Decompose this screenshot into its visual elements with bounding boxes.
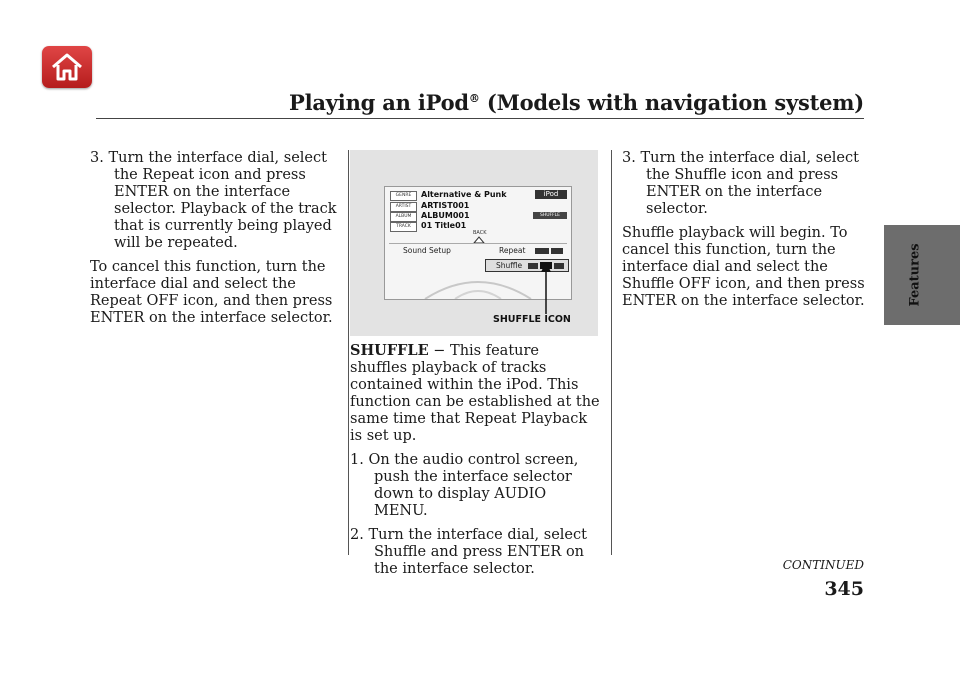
step-3-shuffle: 3. Turn the interface dial, select the Shuffle icon and press ENTER on the interface selector. (622, 150, 859, 217)
shuffle-playback-paragraph: Shuffle playback will begin. To cancel this function, turn the interface dial and select the Shuffle OFF icon, and then press ENTER on the interface selector. (622, 225, 865, 309)
header-rule (96, 118, 864, 119)
section-tab-features[interactable] (884, 225, 960, 325)
shuffle-status-tag: SHUFFLE (533, 212, 567, 219)
page-number: 345 (824, 578, 864, 600)
album-value: ALBUM001 (421, 211, 470, 220)
shuffle-item-label: Shuffle (496, 261, 523, 270)
shuffle-term: SHUFFLE (350, 342, 429, 359)
cancel-repeat-paragraph: To cancel this function, turn the interface dial and select the Repeat OFF icon, and then press ENTER on the interface selector. (90, 259, 333, 326)
step-1-shuffle: 1. On the audio control screen, push the interface selector down to display AUDIO MENU. (350, 452, 579, 519)
back-label: BACK (473, 230, 487, 236)
repeat-chip-1 (535, 248, 549, 254)
column-left (90, 150, 338, 334)
genre-tag: GENRE (390, 191, 417, 201)
album-tag: ALBUM (390, 212, 417, 222)
genre-value: Alternative & Punk (421, 190, 507, 199)
step-2-shuffle: 2. Turn the interface dial, select Shuffle and press ENTER on the interface selector. (350, 527, 587, 577)
column-divider (611, 150, 612, 555)
shuffle-icon-callout: SHUFFLE ICON (493, 314, 571, 325)
track-tag: TRACK (390, 222, 417, 232)
repeat-chip-2 (551, 248, 563, 254)
menu-bar (389, 243, 567, 258)
shuffle-intro (350, 342, 600, 445)
home-icon (50, 51, 84, 83)
shuffle-intro-text: This feature shuffles playback of tracks contained within the iPod. This function can be established at the same time that Repeat Playback is set up. (350, 343, 600, 444)
sound-setup-item: Sound Setup (403, 246, 451, 255)
callout-arrow-icon (536, 262, 556, 314)
shuffle-screen-figure (350, 150, 598, 336)
artist-tag: ARTIST (390, 202, 417, 212)
section-tab-label: Features (907, 243, 923, 307)
term-dash: − (428, 343, 451, 359)
column-right (622, 150, 870, 317)
track-value: 01 Title01 (421, 221, 467, 230)
home-button[interactable] (42, 46, 92, 88)
artist-value: ARTIST001 (421, 201, 470, 210)
ipod-source-tag: iPod (535, 190, 567, 199)
column-middle (350, 342, 600, 585)
continued-label: CONTINUED (782, 558, 864, 572)
repeat-item: Repeat (499, 246, 526, 255)
column-divider (348, 150, 349, 555)
step-3-repeat: 3. Turn the interface dial, select the Repeat icon and press ENTER on the interface selector. Playback of the track that is currently being played will be repeated. (90, 150, 337, 251)
page-title: Playing an iPod® (Models with navigation system) (289, 90, 864, 115)
